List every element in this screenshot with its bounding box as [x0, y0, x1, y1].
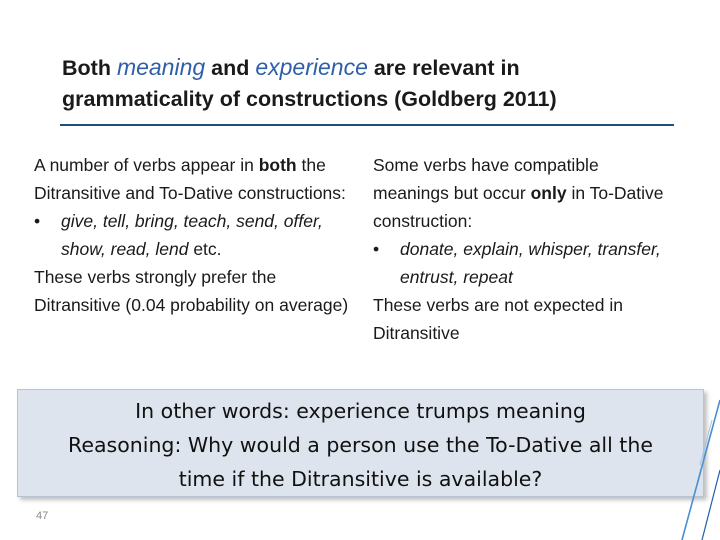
right-bullet-verbs: donate, explain, whisper, transfer, entrust, repeat [400, 239, 661, 287]
left-intro-bold: both [258, 155, 297, 175]
callout-text [18, 394, 703, 496]
left-closing: These verbs strongly prefer the Ditransitive (0.04 probability on average) [34, 267, 349, 315]
title-emphasis-experience: experience [255, 54, 368, 80]
left-intro [34, 151, 349, 207]
page-number: 47 [36, 510, 49, 522]
callout-line-3: time if the Ditransitive is available? [178, 467, 543, 491]
title-line-1 [62, 52, 702, 84]
right-column [373, 151, 673, 347]
right-closing: These verbs are not expected in Ditransitive [373, 295, 624, 343]
title-divider [60, 124, 674, 126]
bullet-marker: • [373, 239, 380, 259]
left-intro-text: A number of verbs appear in [34, 155, 259, 175]
callout-line-2: Reasoning: Why would a person use the To-Dative all the [68, 433, 653, 457]
left-intro-text-2: the Ditransitive and To-Dative constructions: [34, 155, 346, 203]
callout-box [17, 389, 704, 497]
right-intro [373, 151, 673, 235]
right-bullet [373, 235, 673, 291]
title-text: and [205, 56, 256, 80]
bullet-marker: • [34, 211, 41, 231]
callout-line-1: In other words: experience trumps meaning [135, 399, 586, 423]
left-bullet-suffix: etc. [188, 239, 222, 259]
left-column [34, 151, 349, 319]
title-text: are relevant in [367, 56, 520, 80]
corner-decoration [660, 380, 720, 540]
right-intro-text: Some verbs have compatible meanings but occur [373, 155, 599, 203]
slide-title [62, 52, 702, 115]
title-emphasis-meaning: meaning [116, 54, 206, 80]
left-bullet [34, 207, 349, 263]
left-bullet-verbs: give, tell, bring, teach, send, offer, show, read, lend [61, 211, 323, 259]
right-intro-bold: only [530, 183, 567, 203]
title-line-2: grammaticality of constructions (Goldberg 2011) [62, 87, 557, 111]
right-intro-text-2: in To-Dative construction: [373, 183, 664, 231]
title-text: Both [62, 56, 117, 80]
